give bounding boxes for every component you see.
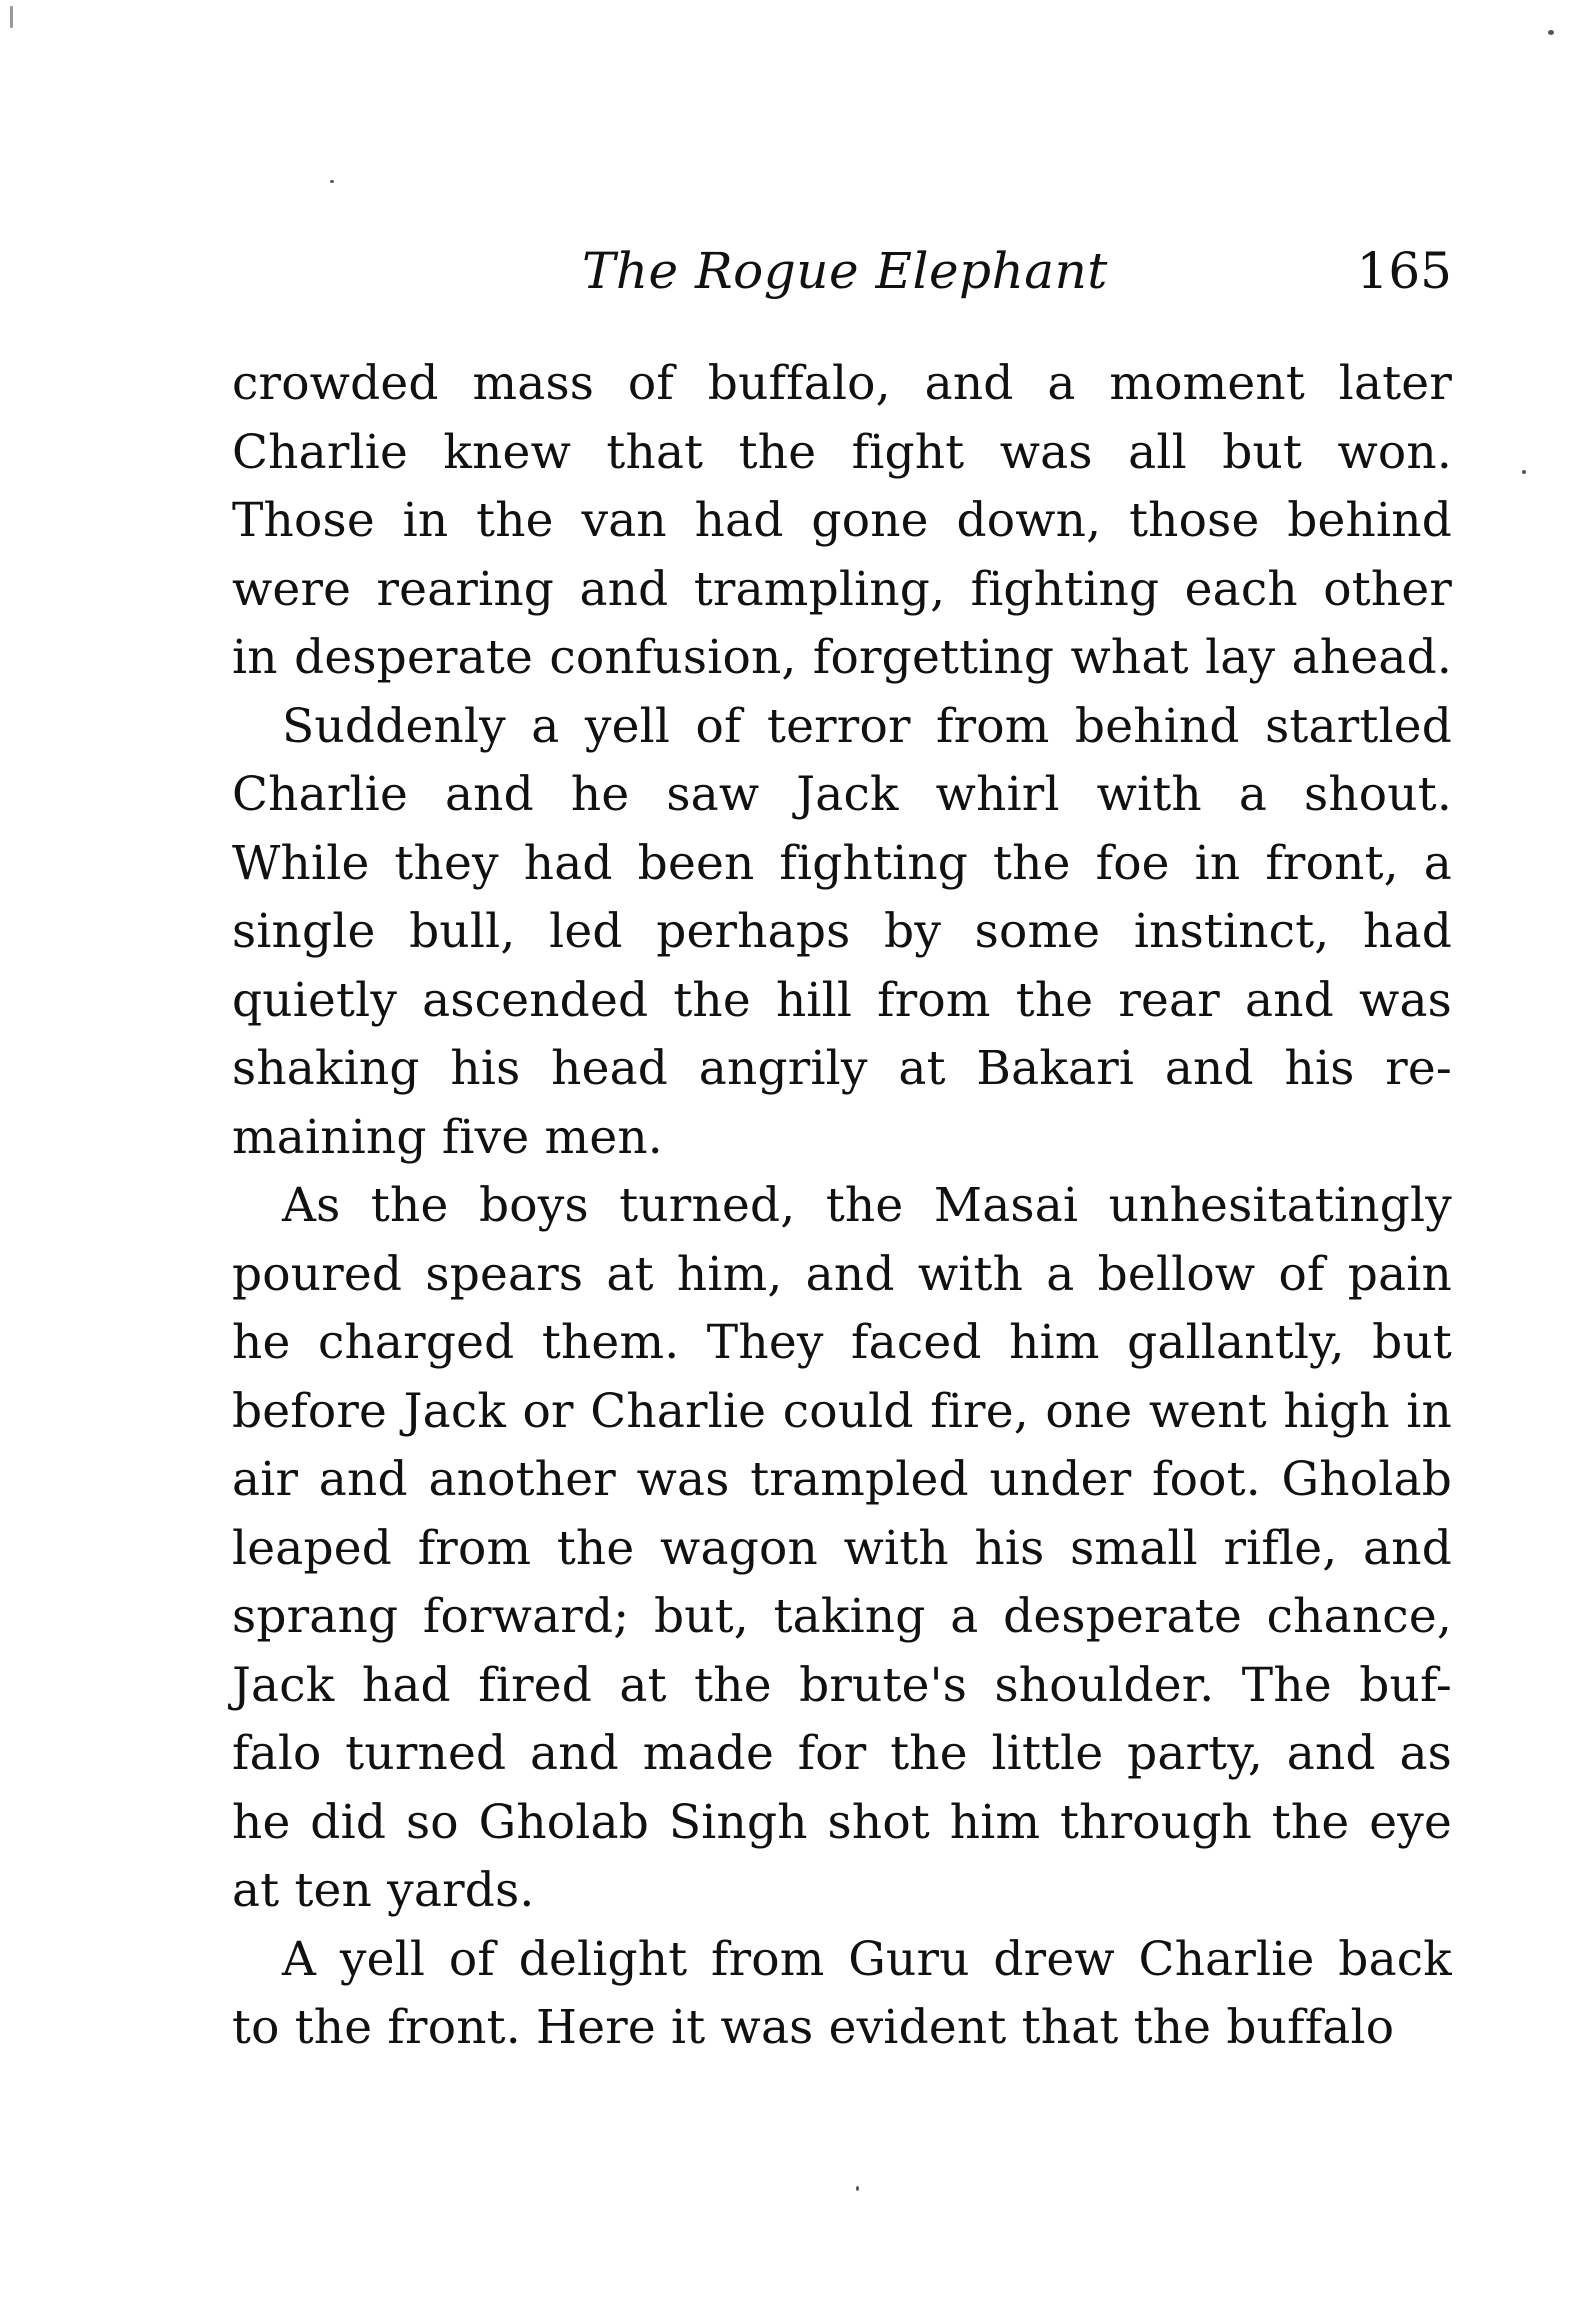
text-line: single bull, led perhaps by some instinct, had [232, 904, 1452, 959]
text-line: Charlie knew that the fight was all but won. [232, 424, 1452, 480]
text-line: he did so Gholab Singh shot him through the eye [232, 1794, 1452, 1850]
text-line: Charlie and he saw Jack whirl with a shout. [232, 767, 1452, 822]
text-line: to the front. Here it was evident that the buffalo [232, 2000, 1395, 2055]
running-title: The Rogue Elephant [582, 242, 1108, 300]
text-line: before Jack or Charlie could fire, one went high in [232, 1383, 1452, 1439]
text-line: crowded mass of buffalo, and a moment later [232, 356, 1452, 411]
text-line: Suddenly a yell of terror from behind startled [282, 698, 1452, 754]
scan-speck [856, 2186, 859, 2191]
scan-speck [10, 6, 13, 28]
text-line: were rearing and trampling, fighting each other [232, 561, 1452, 617]
text-line: sprang forward; but, taking a desperate chance, [232, 1589, 1452, 1644]
text-line: at ten yards. [232, 1863, 535, 1918]
text-line: he charged them. They faced him gallantly, but [232, 1315, 1452, 1370]
scan-speck [330, 180, 334, 183]
text-line: A yell of delight from Guru drew Charlie back [282, 1931, 1452, 1987]
running-head [232, 236, 1452, 306]
body-text [232, 350, 1452, 2063]
scan-speck [1522, 470, 1526, 474]
text-line: shaking his head angrily at Bakari and his re- [232, 1041, 1452, 1096]
text-line: falo turned and made for the little party, and as [232, 1726, 1452, 1781]
page-number: 165 [1356, 242, 1452, 300]
scan-speck [1548, 30, 1554, 35]
text-line: While they had been fighting the foe in front, a [232, 835, 1452, 891]
text-line: maining five men. [232, 1109, 663, 1165]
text-line: Jack had fired at the brute's shoulder. The buf- [232, 1657, 1452, 1713]
text-line: air and another was trampled under foot. Gholab [232, 1452, 1452, 1507]
text-line: poured spears at him, and with a bellow of pain [232, 1246, 1452, 1302]
text-line: in desperate confusion, forgetting what lay ahead. [232, 630, 1452, 685]
text-line: leaped from the wagon with his small rifle, and [232, 1520, 1452, 1576]
text-line: quietly ascended the hill from the rear and was [232, 972, 1452, 1028]
text-line: Those in the van had gone down, those behind [232, 493, 1452, 548]
text-line: As the boys turned, the Masai unhesitatingly [282, 1178, 1452, 1233]
